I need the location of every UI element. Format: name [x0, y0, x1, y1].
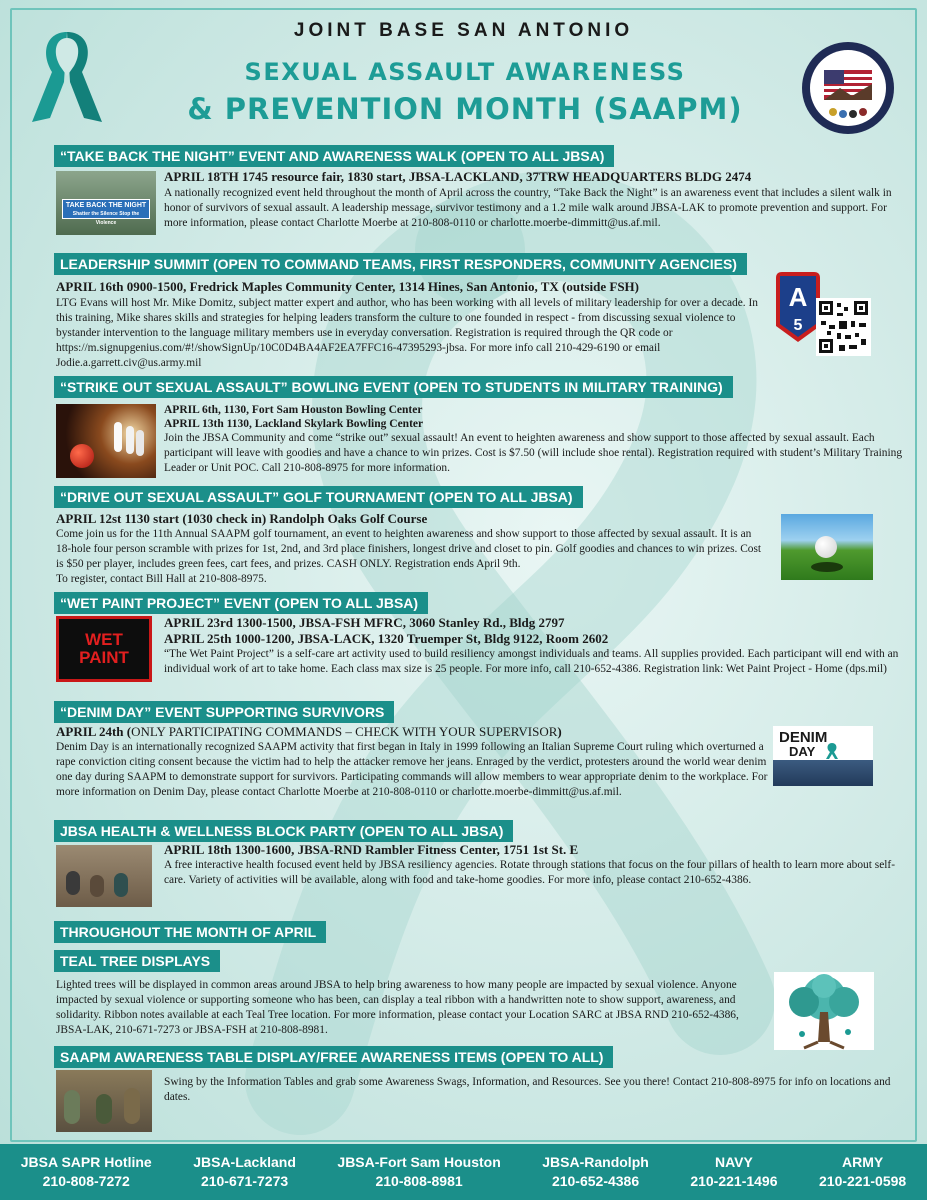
logo-line-1: DENIM	[779, 729, 828, 746]
header-kicker: JOINT BASE SAN ANTONIO	[293, 20, 634, 41]
patch-number: 5	[793, 317, 803, 334]
event-date-1: APRIL 6th, 1130, Fort Sam Houston Bowling Center	[164, 404, 423, 416]
event-description: A free interactive health focused event held by JBSA resiliency agencies. Rotate through stations that focus on the four pillars of health to learn more about self-care. Variety of activities will be available, along with food and take-home goodies. For more info, please contact 210-652-4386.	[164, 859, 895, 886]
wet-paint-content	[164, 615, 904, 677]
teal-ribbon-small-icon	[825, 742, 839, 760]
event-description: Swing by the Information Tables and grab some Awareness Swags, Information, and Resources. See you there! Contact 210-808-8975 for info on locations and dates.	[164, 1076, 891, 1103]
section-heading: LEADERSHIP SUMMIT (OPEN TO COMMAND TEAMS, FIRST RESPONDERS, COMMUNITY AGENCIES)	[54, 253, 747, 275]
section-heading: “WET PAINT PROJECT” EVENT (OPEN TO ALL JBSA)	[54, 592, 428, 614]
event-description: LTG Evans will host Mr. Mike Domitz, subject matter expert and author, who has been working with all levels of military leadership for over a decade. In this training, Mike shares skills and strategies for helping leaders transform the culture to one founded in respect - from discussing sexual violence to bystander intervention to the language military members use in everyday conversation. Registration is required through the QR code or https://m.signupgenius.com/#!/showSignUp/10C0D4BA4AF2EA7FFC16-47395293-jbsa. For more info call 210-429-6190 or email Jodie.a.garrett.civ@us.army.mil	[56, 297, 758, 369]
contact-footer	[0, 1144, 927, 1200]
section-teal-tree	[54, 950, 220, 972]
event-title: APRIL 18TH 1745 resource fair, 1830 start, JBSA-LACKLAND, 37TRW HEADQUARTERS BLDG 2474	[164, 169, 752, 184]
section-wet-paint-project	[54, 592, 428, 614]
footer-label: JBSA-Lackland	[193, 1154, 296, 1170]
logo-line-2: DAY	[789, 744, 816, 759]
event-registration: To register, contact Bill Hall at 210-808-8975.	[56, 573, 267, 585]
footer-contact-navy	[690, 1153, 777, 1191]
event-title-close: )	[557, 724, 562, 739]
event-date-2: APRIL 13th 1130, Lackland Skylark Bowling Center	[164, 418, 424, 430]
take-back-content	[164, 169, 904, 231]
section-heading: “TAKE BACK THE NIGHT” EVENT AND AWARENESS WALK (OPEN TO ALL JBSA)	[54, 145, 614, 167]
fifth-army-patch-icon	[776, 272, 820, 342]
footer-label: NAVY	[714, 1154, 753, 1170]
awareness-table-photo	[56, 1070, 152, 1132]
footer-phone[interactable]: 210-221-0598	[819, 1173, 907, 1189]
awareness-table-content	[164, 1075, 904, 1105]
event-title-2: APRIL 25th 1000-1200, JBSA-LACK, 1320 Truemper St, Bldg 9122, Room 2602	[164, 631, 609, 646]
event-description: “The Wet Paint Project” is a self-care art activity used to build resiliency amongst individuals and teams. All supplies provided. Each participant will end with an individual work of art to take home. Each class max size is 25 people. For more info, call 210-652-4386. Registration link: Wet Paint Project - Home (dps.mil)	[164, 648, 899, 675]
teal-tree-content	[56, 978, 768, 1038]
section-block-party	[54, 820, 513, 842]
bowling-pins-photo	[56, 404, 156, 478]
event-title	[56, 724, 768, 740]
wet-paint-logo	[56, 616, 152, 682]
page-title-line1: SEXUAL ASSAULT AWARENESS	[244, 58, 686, 86]
section-awareness-table	[54, 1046, 613, 1068]
section-throughout-april	[54, 921, 326, 943]
footer-contact-army	[819, 1153, 906, 1191]
section-leadership-summit	[54, 253, 747, 275]
bowling-content	[164, 403, 904, 476]
patch-letter: A	[788, 282, 808, 312]
section-heading: “DRIVE OUT SEXUAL ASSAULT” GOLF TOURNAMENT (OPEN TO ALL JBSA)	[54, 486, 583, 508]
fitness-class-photo	[56, 845, 152, 907]
photo-banner-text: TAKE BACK THE NIGHT	[65, 202, 147, 209]
section-heading: “DENIM DAY” EVENT SUPPORTING SURVIVORS	[54, 701, 394, 723]
event-title-note: ONLY PARTICIPATING COMMANDS – CHECK WITH YOUR SUPERVISOR	[131, 724, 558, 739]
footer-contact-fort-sam-houston	[337, 1153, 500, 1191]
event-description: Denim Day is an internationally recognized SAAPM activity that first began in Italy in 1999 following an Italian Supreme Court ruling which overturned a rape conviction citing consent because the victim had to help the attacker remove her jeans. Enraged by the verdict, protesters around the world wear denim one day during SAAPM to demonstrate support for survivors. Participating commands will allow members to wear appropriate denim to the workplace. For more information on Denim Day, please contact Charlotte Moerbe at 210-808-0110 or charlotte.moerbe-dimmitt@us.af.mil.	[56, 741, 768, 798]
event-title-date: APRIL 24th (	[56, 724, 132, 739]
event-description: Lighted trees will be displayed in common areas around JBSA to help bring awareness to how many people are impacted by sexual violence. Anyone impacted by sexual violence or supporting someone who has been, can display a teal ribbon with a handwritten note to show support, awareness, and solidarity. Ribbon notes available at each Teal Tree location. For more information, please contact your Location SARC at JBSA RND 210-652-4386, JBSA-LAK, 210-671-7273 or JBSA-FSH at 210-808-8981.	[56, 979, 739, 1036]
footer-phone[interactable]: 210-808-8981	[375, 1173, 463, 1189]
take-back-the-night-photo	[56, 171, 156, 235]
event-title-1: APRIL 23rd 1300-1500, JBSA-FSH MFRC, 3060 Stanley Rd., Bldg 2797	[164, 615, 565, 630]
footer-label: JBSA-Randolph	[542, 1154, 649, 1170]
leadership-content	[56, 279, 768, 371]
section-golf-tournament	[54, 486, 583, 508]
footer-contact-lackland	[193, 1153, 296, 1191]
logo-line-1: WET	[85, 630, 123, 649]
event-description: Come join us for the 11th Annual SAAPM golf tournament, an event to heighten awareness and show support to those affected by sexual assault. It is an 18-hole four person scramble with prizes for 1st, 2nd, and 3rd place finishers, longest drive and closet to pin. Golf goodies and chances to win prizes. Cost is $50 per player, includes green fees, cart fees, and prizes. CASH ONLY. Registration ends April 9th.	[56, 528, 762, 570]
event-description: A nationally recognized event held throughout the month of April across the country, “Take Back the Night” is an awareness event that includes a silent walk in honor of survivors of sexual assault. A leadership message, survivor testimony and a 1.2 mile walk around JBSA-LAK to promote prevention and support. For more information, please contact Charlotte Moerbe at 210-808-0110 or charlotte.moerbe-dimmitt@us.af.mil.	[164, 187, 892, 229]
denim-content	[56, 724, 768, 800]
footer-phone[interactable]: 210-808-7272	[42, 1173, 130, 1189]
photo-banner-sign: Shatter the Silence Stop the Violence	[72, 211, 140, 226]
page-title-line2: & PREVENTION MONTH (SAAPM)	[187, 92, 743, 126]
teal-tree-illustration	[774, 972, 874, 1050]
qr-code-icon	[819, 301, 868, 353]
footer-phone[interactable]: 210-221-1496	[690, 1173, 778, 1189]
section-bowling-event	[54, 376, 733, 398]
logo-line-2: PAINT	[79, 648, 129, 667]
footer-contact-hotline	[21, 1153, 152, 1191]
denim-day-logo	[773, 726, 873, 786]
footer-phone[interactable]: 210-671-7273	[200, 1173, 289, 1189]
event-title: APRIL 18th 1300-1600, JBSA-RND Rambler Fitness Center, 1751 1st St. E	[164, 842, 579, 857]
registration-qr-code[interactable]	[816, 298, 871, 356]
section-heading: JBSA HEALTH & WELLNESS BLOCK PARTY (OPEN TO ALL JBSA)	[54, 820, 513, 842]
footer-phone[interactable]: 210-652-4386	[551, 1173, 640, 1189]
section-heading: TEAL TREE DISPLAYS	[54, 950, 220, 972]
section-heading: SAAPM AWARENESS TABLE DISPLAY/FREE AWARENESS ITEMS (OPEN TO ALL)	[54, 1046, 613, 1068]
section-take-back-the-night	[54, 145, 914, 167]
footer-label: ARMY	[841, 1154, 884, 1170]
event-title: APRIL 16th 0900-1500, Fredrick Maples Community Center, 1314 Hines, San Antonio, TX (outside FSH)	[56, 279, 639, 294]
section-heading: THROUGHOUT THE MONTH OF APRIL	[54, 921, 326, 943]
section-denim-day	[54, 701, 394, 723]
block-party-content	[164, 842, 904, 888]
footer-label: JBSA-Fort Sam Houston	[337, 1154, 501, 1170]
jbsa-seal-logo	[800, 40, 896, 136]
footer-label: JBSA SAPR Hotline	[20, 1154, 152, 1170]
footer-contact-randolph	[542, 1153, 649, 1191]
event-description: Join the JBSA Community and come “strike out” sexual assault! An event to heighten awareness and show support to those affected by sexual assault. Each participant will leave with goodies and have a chance to win prizes. Cost is $7.50 (will include shoe rental). Registration required with student’s Military Training Leader or Unit POC. Call 210-808-8975 for more information.	[164, 432, 903, 474]
golf-ball-photo	[781, 514, 873, 580]
golf-content	[56, 511, 768, 587]
event-title: APRIL 12st 1130 start (1030 check in) Randolph Oaks Golf Course	[56, 511, 428, 526]
section-heading: “STRIKE OUT SEXUAL ASSAULT” BOWLING EVENT (OPEN TO STUDENTS IN MILITARY TRAINING)	[54, 376, 733, 398]
